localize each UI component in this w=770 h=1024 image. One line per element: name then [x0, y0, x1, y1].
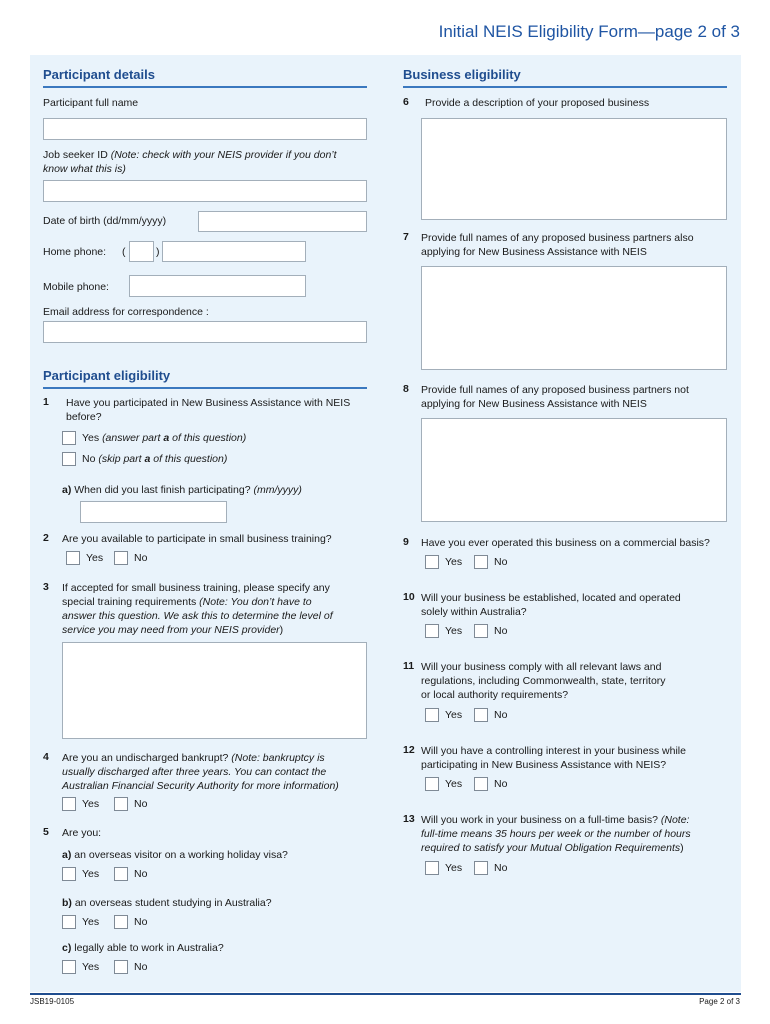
q10-yes-checkbox[interactable] [425, 624, 439, 638]
q11-text: Will your business comply with all relevant laws and regulations, including Commonwealth, state, territory or local authority requirements? [421, 661, 666, 701]
q9-text: Have you ever operated this business on a commercial basis? [421, 537, 710, 549]
q10-text: Will your business be established, located and operated solely within Australia? [421, 592, 681, 618]
q3-number: 3 [43, 581, 49, 593]
full-name-label: Participant full name [43, 97, 139, 109]
q13-no-option[interactable]: No [474, 861, 507, 875]
q5b-no-option[interactable]: No [114, 915, 147, 929]
q4-yes-option[interactable]: Yes [62, 797, 99, 811]
q12-text: Will you have a controlling interest in your business while participating in New Business Assistance with NEIS? [421, 745, 686, 771]
q7-number: 7 [403, 231, 409, 243]
q5c-text: c) legally able to work in Australia? [62, 942, 224, 954]
q11-no-checkbox[interactable] [474, 708, 488, 722]
q4-no-checkbox[interactable] [114, 797, 128, 811]
q5a-yes-option[interactable]: Yes [62, 867, 99, 881]
q13-yes-checkbox[interactable] [425, 861, 439, 875]
q6-text: Provide a description of your proposed business [425, 97, 650, 109]
q13-yes-option[interactable]: Yes [425, 861, 462, 875]
q3-textarea[interactable] [62, 642, 367, 739]
home-phone-input[interactable] [162, 241, 306, 262]
q8-textarea[interactable] [421, 418, 727, 522]
q13-number: 13 [403, 813, 415, 825]
q12-yes-option[interactable]: Yes [425, 777, 462, 791]
q5c-yes-checkbox[interactable] [62, 960, 76, 974]
q12-no-checkbox[interactable] [474, 777, 488, 791]
participant-details-heading: Participant details [43, 67, 367, 88]
q9-yes-option[interactable]: Yes [425, 555, 462, 569]
q13-no-checkbox[interactable] [474, 861, 488, 875]
q2-text: Are you available to participate in small business training? [62, 533, 332, 545]
q4-text: Are you an undischarged bankrupt? (Note: bankruptcy is usually discharged after three years. You can contact the Australian Financial Security Authority for more information) [62, 752, 339, 792]
q10-yes-option[interactable]: Yes [425, 624, 462, 638]
q5c-yes-option[interactable]: Yes [62, 960, 99, 974]
q5b-text: b) an overseas student studying in Australia? [62, 897, 272, 909]
q1-yes-option[interactable]: Yes (answer part a of this question) [62, 431, 246, 445]
page-title: Initial NEIS Eligibility Form—page 2 of 3 [438, 22, 740, 41]
email-label: Email address for correspondence : [43, 306, 209, 318]
mobile-label: Mobile phone: [43, 281, 109, 293]
q2-no-checkbox[interactable] [114, 551, 128, 565]
q3-text: If accepted for small business training, please specify any special training requirements (Note: You don’t have to answer this question. We ask this to determine the level of service you may need from your NEIS provider) [62, 582, 333, 636]
q12-no-option[interactable]: No [474, 777, 507, 791]
q1a-input[interactable] [80, 501, 227, 523]
q12-yes-checkbox[interactable] [425, 777, 439, 791]
q5a-no-checkbox[interactable] [114, 867, 128, 881]
q5a-text: a) an overseas visitor on a working holiday visa? [62, 849, 288, 861]
full-name-input[interactable] [43, 118, 367, 140]
q2-no-option[interactable]: No [114, 551, 147, 565]
q5c-no-checkbox[interactable] [114, 960, 128, 974]
q4-number: 4 [43, 751, 49, 763]
q11-no-option[interactable]: No [474, 708, 507, 722]
q6-number: 6 [403, 96, 409, 108]
q8-number: 8 [403, 383, 409, 395]
q11-number: 11 [403, 660, 415, 672]
q13-text: Will you work in your business on a full-time basis? (Note: full-time means 35 hours per week or the number of hours required to satisfy your Mutual Obligation Requirements) [421, 814, 691, 854]
q5a-no-option[interactable]: No [114, 867, 147, 881]
q1-no-option[interactable]: No (skip part a of this question) [62, 452, 227, 466]
home-phone-area-input[interactable] [129, 241, 154, 262]
email-input[interactable] [43, 321, 367, 343]
q6-textarea[interactable] [421, 118, 727, 220]
dob-label: Date of birth (dd/mm/yyyy) [43, 215, 167, 227]
page-number: Page 2 of 3 [699, 997, 740, 1006]
q11-yes-checkbox[interactable] [425, 708, 439, 722]
q2-number: 2 [43, 532, 49, 544]
q10-no-option[interactable]: No [474, 624, 507, 638]
form-code: JSB19-0105 [30, 997, 75, 1006]
q4-yes-checkbox[interactable] [62, 797, 76, 811]
q5-text: Are you: [62, 827, 102, 839]
q1-yes-checkbox[interactable] [62, 431, 76, 445]
q1-number: 1 [43, 396, 49, 408]
paren-close: ) [156, 246, 160, 258]
q11-yes-option[interactable]: Yes [425, 708, 462, 722]
q8-text: Provide full names of any proposed business partners not applying for New Business Assistance with NEIS [421, 384, 689, 410]
q9-yes-checkbox[interactable] [425, 555, 439, 569]
q2-yes-option[interactable]: Yes [66, 551, 103, 565]
home-phone-label: Home phone: [43, 246, 107, 258]
dob-input[interactable] [198, 211, 367, 232]
q5b-yes-checkbox[interactable] [62, 915, 76, 929]
mobile-input[interactable] [129, 275, 306, 297]
jobseeker-input[interactable] [43, 180, 367, 202]
footer-rule [30, 993, 741, 995]
q7-text: Provide full names of any proposed business partners also applying for New Business Assistance with NEIS [421, 232, 694, 258]
paren-open: ( [122, 246, 126, 258]
business-eligibility-heading: Business eligibility [403, 67, 727, 88]
q10-number: 10 [403, 591, 415, 603]
q9-number: 9 [403, 536, 409, 548]
q5-number: 5 [43, 826, 49, 838]
q12-number: 12 [403, 744, 415, 756]
q5c-no-option[interactable]: No [114, 960, 147, 974]
q10-no-checkbox[interactable] [474, 624, 488, 638]
jobseeker-label: Job seeker ID (Note: check with your NEIS provider if you don’t know what this is) [43, 149, 337, 175]
q2-yes-checkbox[interactable] [66, 551, 80, 565]
q4-no-option[interactable]: No [114, 797, 147, 811]
q1-text: Have you participated in New Business Assistance with NEIS before? [66, 397, 351, 423]
q7-textarea[interactable] [421, 266, 727, 370]
q5a-yes-checkbox[interactable] [62, 867, 76, 881]
q9-no-checkbox[interactable] [474, 555, 488, 569]
q1-no-checkbox[interactable] [62, 452, 76, 466]
q1a-text: a) When did you last finish participating? (mm/yyyy) [62, 484, 302, 496]
participant-eligibility-heading: Participant eligibility [43, 368, 367, 389]
q5b-yes-option[interactable]: Yes [62, 915, 99, 929]
q9-no-option[interactable]: No [474, 555, 507, 569]
q5b-no-checkbox[interactable] [114, 915, 128, 929]
